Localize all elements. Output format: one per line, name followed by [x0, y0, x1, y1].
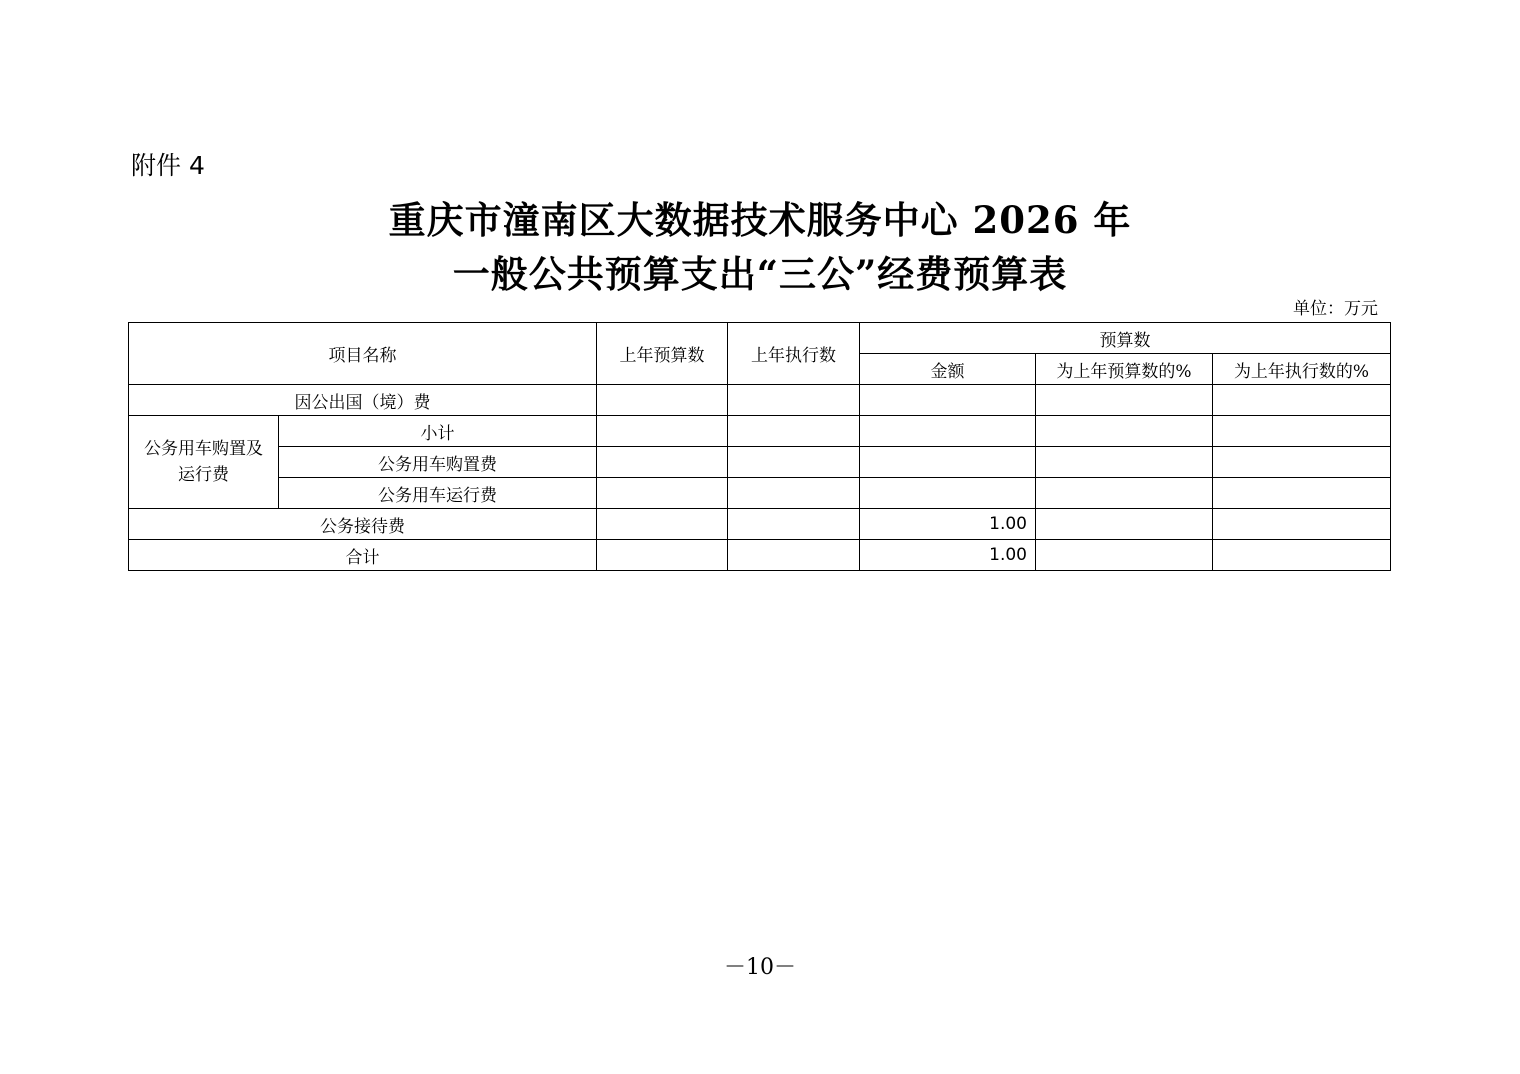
cell-pct-exec	[1213, 509, 1391, 540]
table-row	[129, 416, 1391, 447]
row-label-vehicle-subtotal: 小计	[279, 416, 597, 447]
cell-prev-exec	[728, 540, 860, 571]
cell-prev-budget	[597, 447, 728, 478]
cell-pct-exec	[1213, 540, 1391, 571]
row-label-vehicle-operation: 公务用车运行费	[279, 478, 597, 509]
cell-pct-exec	[1213, 447, 1391, 478]
cell-amount: 1.00	[860, 509, 1036, 540]
table-row-total	[129, 540, 1391, 571]
document-title-line-1: 重庆市潼南区大数据技术服务中心 2026 年	[388, 198, 1132, 242]
cell-amount	[860, 478, 1036, 509]
cell-pct-budget	[1036, 509, 1213, 540]
attachment-label: 附件 4	[131, 151, 205, 180]
header-pct-prev-exec: 为上年执行数的%	[1213, 354, 1391, 385]
cell-prev-exec	[728, 509, 860, 540]
document-title-line-2: 一般公共预算支出“三公”经费预算表	[452, 252, 1068, 296]
cell-pct-budget	[1036, 385, 1213, 416]
header-budget: 预算数	[860, 323, 1391, 354]
cell-amount	[860, 447, 1036, 478]
row-group-vehicle: 公务用车购置及运行费	[129, 416, 279, 509]
row-label-reception: 公务接待费	[129, 509, 597, 540]
budget-table	[128, 322, 1391, 571]
cell-prev-exec	[728, 385, 860, 416]
cell-prev-exec	[728, 447, 860, 478]
cell-prev-budget	[597, 385, 728, 416]
cell-pct-exec	[1213, 478, 1391, 509]
header-pct-prev-budget: 为上年预算数的%	[1036, 354, 1213, 385]
row-label-total: 合计	[129, 540, 597, 571]
unit-label: 单位：万元	[1293, 299, 1378, 319]
header-item-name: 项目名称	[129, 323, 597, 385]
header-prev-exec: 上年执行数	[728, 323, 860, 385]
header-prev-budget: 上年预算数	[597, 323, 728, 385]
cell-prev-budget	[597, 478, 728, 509]
table-row	[129, 447, 1391, 478]
cell-amount	[860, 385, 1036, 416]
row-label-vehicle-purchase: 公务用车购置费	[279, 447, 597, 478]
cell-pct-budget	[1036, 447, 1213, 478]
row-label-overseas: 因公出国（境）费	[129, 385, 597, 416]
cell-pct-budget	[1036, 478, 1213, 509]
cell-prev-budget	[597, 416, 728, 447]
cell-pct-budget	[1036, 416, 1213, 447]
cell-pct-exec	[1213, 416, 1391, 447]
header-amount: 金额	[860, 354, 1036, 385]
table-row	[129, 385, 1391, 416]
page-number: －10－	[724, 955, 796, 980]
table-row	[129, 509, 1391, 540]
cell-prev-budget	[597, 540, 728, 571]
cell-pct-budget	[1036, 540, 1213, 571]
cell-prev-exec	[728, 478, 860, 509]
cell-amount: 1.00	[860, 540, 1036, 571]
table-row	[129, 478, 1391, 509]
table-header-row	[129, 323, 1391, 354]
cell-amount	[860, 416, 1036, 447]
cell-pct-exec	[1213, 385, 1391, 416]
cell-prev-budget	[597, 509, 728, 540]
cell-prev-exec	[728, 416, 860, 447]
